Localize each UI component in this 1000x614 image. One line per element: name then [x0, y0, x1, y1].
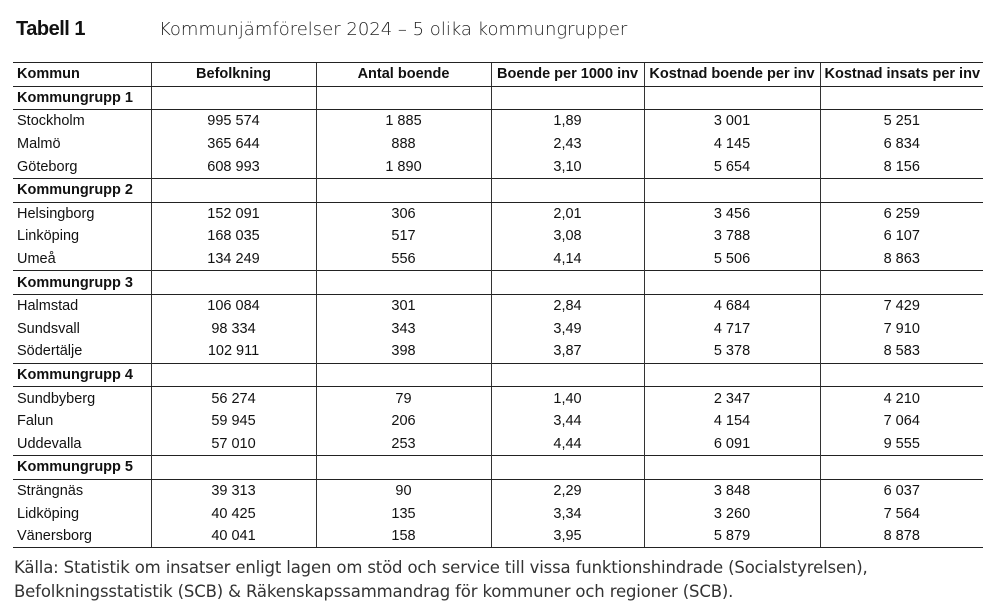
empty-cell: [644, 363, 820, 387]
group-header-row: [13, 456, 983, 480]
table-cell: 398: [316, 340, 491, 363]
empty-cell: [491, 456, 644, 480]
table-cell: 6 037: [820, 479, 983, 502]
table-cell: 7 564: [820, 502, 983, 525]
table-row: [13, 155, 983, 178]
table-row: [13, 318, 983, 341]
group-name: Kommungrupp 2: [13, 178, 151, 202]
group-name: Kommungrupp 4: [13, 363, 151, 387]
table-row: [13, 133, 983, 156]
municipality-name: Uddevalla: [17, 435, 82, 452]
table-cell: 1,40: [491, 387, 644, 410]
table-cell: 4 717: [644, 318, 820, 341]
table-cell: 3,44: [491, 410, 644, 433]
column-header-antal-boende: Antal boende: [316, 63, 491, 87]
table-row: [13, 410, 983, 433]
table-row: [13, 110, 983, 133]
column-header-befolkning: Befolkning: [151, 63, 316, 87]
table-cell: 5 506: [644, 248, 820, 271]
municipality-name: Sundsvall: [17, 320, 80, 337]
table-cell: 98 334: [151, 318, 316, 341]
table-cell: 301: [316, 294, 491, 317]
empty-cell: [820, 86, 983, 110]
municipality-name: Strängnäs: [17, 482, 84, 499]
empty-cell: [151, 178, 316, 202]
table-cell: 2,43: [491, 133, 644, 156]
table-cell: 206: [316, 410, 491, 433]
table-cell: 888: [316, 133, 491, 156]
municipality-name: Falun: [17, 413, 54, 430]
table-cell: 39 313: [151, 479, 316, 502]
empty-cell: [316, 363, 491, 387]
table-cell: 3,87: [491, 340, 644, 363]
table-cell: 40 041: [151, 525, 316, 548]
table-cell: 8 583: [820, 340, 983, 363]
table-cell: 4,44: [491, 433, 644, 456]
empty-cell: [151, 271, 316, 295]
table-cell: 59 945: [151, 410, 316, 433]
table-cell: 365 644: [151, 133, 316, 156]
table-cell: 158: [316, 525, 491, 548]
source-line-1: Källa: Statistik om insatser enligt lagen om stöd och service till vissa funktionshindrade (Socialstyrelsen),: [14, 558, 868, 577]
empty-cell: [644, 456, 820, 480]
table-cell: 556: [316, 248, 491, 271]
empty-cell: [644, 178, 820, 202]
table-cell: 7 429: [820, 294, 983, 317]
table-cell: 995 574: [151, 110, 316, 133]
table-cell: 56 274: [151, 387, 316, 410]
group-header-row: [13, 178, 983, 202]
table-cell: 2,84: [491, 294, 644, 317]
table-cell: 3,34: [491, 502, 644, 525]
table-cell: 152 091: [151, 202, 316, 225]
table-cell: 5 879: [644, 525, 820, 548]
group-header-row: [13, 86, 983, 110]
table-row: [13, 202, 983, 225]
empty-cell: [644, 86, 820, 110]
table-cell: 40 425: [151, 502, 316, 525]
table-cell: 3 456: [644, 202, 820, 225]
municipality-name: Sundbyberg: [17, 390, 96, 407]
table-cell: 4 210: [820, 387, 983, 410]
table-row: [13, 294, 983, 317]
table-cell: 135: [316, 502, 491, 525]
table-row: [13, 387, 983, 410]
table-row: [13, 525, 983, 548]
municipality-name: Linköping: [17, 228, 80, 245]
table-header: [13, 63, 983, 87]
table-cell: 4 684: [644, 294, 820, 317]
table-cell: 3 788: [644, 225, 820, 248]
table-row: [13, 340, 983, 363]
comparison-table: [13, 62, 983, 548]
empty-cell: [491, 178, 644, 202]
table-caption: [16, 18, 628, 44]
empty-cell: [316, 456, 491, 480]
table-cell: 5 654: [644, 155, 820, 178]
empty-cell: [820, 271, 983, 295]
table-cell: 5 378: [644, 340, 820, 363]
table-cell: 6 259: [820, 202, 983, 225]
empty-cell: [316, 271, 491, 295]
table-cell: 7 064: [820, 410, 983, 433]
table-cell: 343: [316, 318, 491, 341]
table-cell: 4 145: [644, 133, 820, 156]
table-cell: 1 885: [316, 110, 491, 133]
empty-cell: [151, 363, 316, 387]
municipality-name: Stockholm: [17, 113, 85, 130]
empty-cell: [316, 86, 491, 110]
column-header-kostnad-insats: Kostnad insats per inv: [820, 63, 983, 87]
table-cell: 102 911: [151, 340, 316, 363]
table-cell: 2,29: [491, 479, 644, 502]
table-cell: 3 848: [644, 479, 820, 502]
table-cell: 2,01: [491, 202, 644, 225]
table-cell: 3,95: [491, 525, 644, 548]
table-row: [13, 248, 983, 271]
source-note: [14, 556, 989, 604]
table-cell: 608 993: [151, 155, 316, 178]
table-cell: 2 347: [644, 387, 820, 410]
table-cell: 106 084: [151, 294, 316, 317]
table-cell: 306: [316, 202, 491, 225]
group-name: Kommungrupp 3: [13, 271, 151, 295]
table-cell: 8 863: [820, 248, 983, 271]
table-number-label: Tabell 1: [16, 18, 85, 40]
empty-cell: [820, 456, 983, 480]
table-cell: 3,49: [491, 318, 644, 341]
table-cell: 90: [316, 479, 491, 502]
table-cell: 8 156: [820, 155, 983, 178]
table-row: [13, 225, 983, 248]
table-cell: 5 251: [820, 110, 983, 133]
table-row: [13, 433, 983, 456]
group-header-row: [13, 363, 983, 387]
table-cell: 57 010: [151, 433, 316, 456]
table-cell: 1,89: [491, 110, 644, 133]
table-cell: 9 555: [820, 433, 983, 456]
table-row: [13, 502, 983, 525]
table-cell: 3 260: [644, 502, 820, 525]
municipality-name: Umeå: [17, 251, 56, 268]
municipality-name: Helsingborg: [17, 205, 95, 222]
header-row: [13, 63, 983, 87]
table-cell: 6 107: [820, 225, 983, 248]
table-cell: 79: [316, 387, 491, 410]
municipality-name: Malmö: [17, 136, 61, 153]
table-cell: 7 910: [820, 318, 983, 341]
table-cell: 4,14: [491, 248, 644, 271]
empty-cell: [151, 456, 316, 480]
table-cell: 253: [316, 433, 491, 456]
empty-cell: [491, 363, 644, 387]
table-cell: 6 091: [644, 433, 820, 456]
source-line-2: Befolkningsstatistik (SCB) & Räkenskapssammandrag för kommuner och regioner (SCB).: [14, 582, 734, 601]
municipality-name: Göteborg: [17, 158, 78, 175]
column-header-kostnad-boende: Kostnad boende per inv: [644, 63, 820, 87]
municipality-name: Lidköping: [17, 505, 80, 522]
empty-cell: [491, 271, 644, 295]
table-cell: 3,08: [491, 225, 644, 248]
table-cell: 8 878: [820, 525, 983, 548]
empty-cell: [151, 86, 316, 110]
table-cell: 134 249: [151, 248, 316, 271]
table-cell: 3,10: [491, 155, 644, 178]
empty-cell: [316, 178, 491, 202]
empty-cell: [820, 178, 983, 202]
empty-cell: [644, 271, 820, 295]
group-name: Kommungrupp 5: [13, 456, 151, 480]
table-cell: 517: [316, 225, 491, 248]
group-header-row: [13, 271, 983, 295]
table-cell: 1 890: [316, 155, 491, 178]
table-row: [13, 479, 983, 502]
empty-cell: [820, 363, 983, 387]
group-name: Kommungrupp 1: [13, 86, 151, 110]
table-title: Kommunjämförelser 2024 – 5 olika kommungrupper: [159, 19, 628, 40]
column-header-kommun: Kommun: [13, 63, 151, 87]
empty-cell: [491, 86, 644, 110]
table-cell: 3 001: [644, 110, 820, 133]
table-cell: 4 154: [644, 410, 820, 433]
table-cell: 168 035: [151, 225, 316, 248]
table-cell: 6 834: [820, 133, 983, 156]
municipality-name: Södertälje: [17, 343, 83, 360]
table-body: [13, 86, 983, 548]
municipality-name: Vänersborg: [13, 525, 151, 548]
municipality-name: Halmstad: [17, 298, 79, 315]
column-header-boende-per-1000: Boende per 1000 inv: [491, 63, 644, 87]
